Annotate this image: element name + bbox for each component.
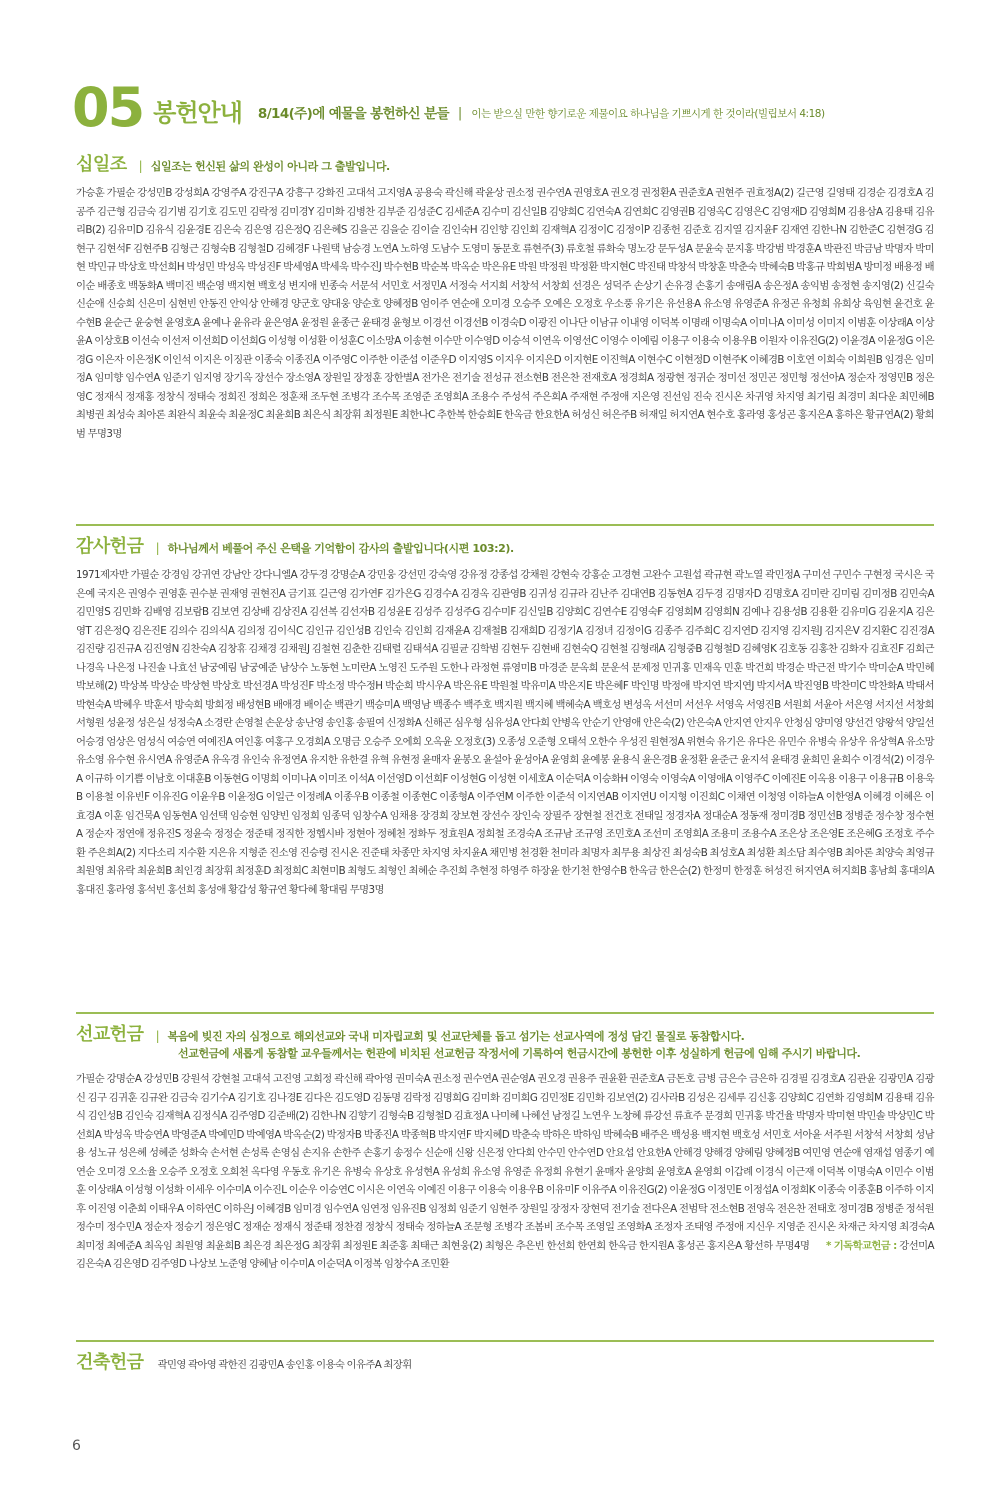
mission-separator: | [155, 1029, 160, 1043]
section-divider [76, 524, 934, 526]
page-title: 봉헌안내 [153, 99, 242, 127]
building-header [76, 1352, 934, 1375]
tithe-separator: | [138, 159, 143, 173]
mission-header [76, 1024, 934, 1046]
building-title: 건축헌금 [76, 1352, 144, 1373]
building-section [76, 1352, 934, 1375]
building-names: 곽민영 곽아영 곽한진 김광민A 송인홍 이용숙 이유주A 최장휘 [157, 1359, 412, 1371]
mission-subtitle-line2: 선교헌금에 새롭게 동참할 교우들께서는 헌관에 비치된 선교헌금 작정서에 기록하여 헌금시간에 봉헌한 이후 성실하게 헌금에 임해 주시기 바랍니다. [178, 1047, 861, 1060]
thanks-title: 감사헌금 [76, 536, 144, 557]
thanks-separator: | [155, 541, 160, 555]
christian-school-label: * 기독학교헌금 : [826, 1239, 897, 1252]
thanks-section [76, 536, 934, 899]
thanks-subtitle: 하나님께서 베풀어 주신 은택을 기억함이 감사의 출발입니다(시편 103:2). [167, 542, 514, 555]
page-subtitle: 8/14(주)에 예물을 봉헌하신 분들 [257, 106, 449, 122]
header-separator: | [457, 106, 463, 121]
section-number: 05 [72, 76, 144, 139]
header-verse: 이는 받으실 만한 향기로운 제물이요 하나님을 기쁘시게 한 것이라(빌립보서 4:18) [471, 108, 825, 120]
page-number: 6 [72, 1438, 81, 1454]
mission-subtitle-line1: 복음에 빚진 자의 심정으로 해외선교와 국내 미자립교회 및 선교단체를 돕고 섬기는 선교사역에 정성 담긴 물질로 동참합시다. [167, 1030, 745, 1043]
mission-title: 선교헌금 [76, 1024, 144, 1045]
tithe-section [76, 154, 934, 443]
christian-school-names: 강선미A 김은숙A 김은영D 김주영D 나상보 노준영 양혜남 이수미A 이순덕A 이정복 임창수A 조민환 [76, 1239, 934, 1270]
tithe-title: 십일조 [76, 154, 127, 175]
section-divider [76, 1340, 934, 1342]
mission-name-list: 가필순 강명순A 강성민B 강원석 강현철 고대석 고진영 고희정 곽신해 곽아영 권미숙A 권소정 권수연A 권순영A 권오경 권용주 권윤환 권준호A 금돈호 금병 금은수 금은하 김경필 김경호A 김관윤 김광민A 김광신 김구 김귀훈 김규완 김금숙 김기수A 김기호 김나경E 김다은 김도영D 김동명 김락정 김명희G 김미화 김미희G 김민정E 김민화 김보연(2) 김사라B 김성은 김세루 김신홍 김양희C 김연화 김영희M 김용태 김유식 김인성B 김인숙 김재혁A 김정식A 김주영D 김준배(2) 김한나N 김향기 김형숙B 김형철D 김효정A 나미혜 나혜선 남정길 노연우 노창혜 류강선 류효주 문경희 민귀홍 박건율 박명자 박미현 박민솔 박상민C 박선희A 박성옥 박승연A 박영준A 박예민D 박예영A 박옥순(2) 박정자B 박종진A 박종혁B 박지연F 박지혜D 박춘숙 박하은 박하임 박혜숙B 배주은 백성용 백지현 백호성 서민호 서아윤 서주원 서창석 서창희 성남용 성노규 성은혜 성혜준 성화숙 손서현 손성록 손영심 손지유 손한주 손홍기 송정수 신순애 신왕 신은정 안다희 안수민 안수연D 안요섭 안요한A 안해경 양해경 양혜림 양혜정B 여민영 연순애 염재섭 염종기 예연순 오미경 오소율 오승주 오정호 오희천 옥다영 우동호 유기은 유병숙 유상호 유성현A 유성희 유소영 유영준 유정희 유현기 윤매자 윤양희 윤영호A 윤영희 이갑례 이경식 이근재 이덕복 이명숙A 이민수 이범훈 이상래A 이성형 이성화 이세우 이수미A 이수진L 이순우 이승연C 이시은 이연옥 이예진 이용구 이용숙 이용우B 이유미F 이유주A 이유진G(2) 이윤정G 이정민E 이정섭A 이정희K 이종숙 이종훈B 이주하 이지후 이진영 이춘희 이태우A 이하연C 이하은J 이혜경B 임미경 임수연A 임연정 임유진B 임정희 임준기 임현주 장원일 장정자 장현덕 전기술 전다은A 전범탁 전소현B 전영옥 전은찬 전태호 정미경B 정병준 정석원 정수미 정수민A 정순자 정승기 정은영C 정재순 정재식 정준태 정찬겸 정창식 정태숙 정하늘A 조문형 조병각 조봄비 조수목 조영일 조영화A 조정자 조태영 주정애 지신우 지영준 진시온 차재근 차지영 최경숙A 최미정 최예준A 최옥임 최원영 최윤희B 최은경 최은정G 최장휘 최정원E 최준홍 최태근 최현웅(2) 최형은 추은빈 한선희 한연희 한옥금 한지원A 홍성곤 홍지은A 황선하 무명4명 [76, 1073, 934, 1252]
page-header [72, 76, 940, 139]
tithe-subtitle: 십일조는 헌신된 삶의 완성이 아니라 그 출발입니다. [150, 160, 390, 173]
thanks-names: 1971제자반 가필순 강경임 강귀연 강남안 강다니엘A 강두경 강명순A 강민웅 강선민 강숙영 강유정 강종섭 강채원 강현숙 강홍순 고경현 고완수 고원섭 곽규현 곽노열 곽민정A 구미선 구민수 구현정 국시은 국은예 국지은 권영수 권영훈 권수분 권재영 권현진A 금기표 길근영 김가연F 김가은G 김경수A 김경옥 김관영B 김귀성 김규라 김난주 김대연B 김동현A 김두경 김명자D 김명호A 김미란 김미림 김미정B 김민숙A 김민영S 김민화 김배영 김보람B 김보연 김상배 김상진A 김선복 김선자B 김성윤E 김성주 김성주G 김수미F 김신일B 김양희C 김연수E 김영숙F 김영희M 김영희N 김예나 김용성B 김용환 김유미G 김윤지A 김은영T 김은정Q 김은진E 김의수 김의식A 김의정 김이식C 김인규 김인성B 김인숙 김인희 김재윤A 김재철B 김재희D 김정기A 김정녀 김정이G 김종주 김주희C 김지연D 김지영 김지원J 김지은V 김지환C 김진경A 김진량 김진규A 김진영N 김찬숙A 김창휴 김채경 김채원J 김철현 김춘한 김태렬 김태석A 김필균 김학범 김현두 김현배 김현숙Q 김현철 김형래A 김형중B 김형철D 김혜영K 김호동 김홍찬 김화자 김효진F 김희근 나경옥 나은정 나진솔 나효선 남궁예림 남궁예준 남상수 노동현 노미란A 노영진 도주원 도한나 라정현 류영미B 마경준 문옥희 문운석 문제정 민귀홍 민재옥 민훈 박건희 박경순 박근전 박기수 박미순A 박민혜 박보해(2) 박상복 박상순 박상현 박상호 박선경A 박성진F 박소정 박수정H 박순희 박시우A 박은유E 박원철 박유미A 박은지E 박은혜F 박인명 박정애 박지연 박지연J 박지서A 박진영B 박찬미C 박찬화A 박태서 박현숙A 박혜우 박훈서 방숙희 방희정 배성현B 배애경 배이순 백관기 백승미A 백영남 백종수 백주호 백지원 백지혜 백혜숙A 백호성 변성옥 서선미 서선우 서영옥 서영진B 서원희 서윤아 서은영 서지선 서창희 서형원 성윤정 성은실 성정숙A 소경란 손영철 손운상 송난영 송인홍 송필여 신정화A 신해곤 심우형 심유성A 안다희 안병옥 안순기 안영애 안은숙(2) 안은숙A 안지연 안지우 안청심 양미영 양선건 양왕석 양일선 어승경 엄상은 엄성식 여승연 여예진A 여인홍 여홍구 오경희A 오명금 오승주 오에희 오옥윤 오정호(3) 오종성 오준형 오태석 오한수 우성진 원현정A 위현숙 유기은 유다은 유민수 유병숙 유상우 유상혁A 유소망 유소영 유수현 유시연A 유영준A 유옥경 유인숙 유정연A 유지한 유한결 유혁 유현정 윤매자 윤봉오 윤설아 윤성아A 윤영희 윤예봉 윤용식 윤은경B 윤정환 윤준근 윤지석 윤태경 윤희민 윤희수 이경석(2) 이경우A 이규하 이기쁨 이남호 이대훈B 이동현G 이명희 이미나A 이미조 이석A 이선영D 이선희F 이성현G 이성현 이세호A 이순덕A 이승화H 이영숙 이영숙A 이영애A 이영주C 이예진E 이옥용 이용구 이용규B 이용욱B 이용철 이유빈F 이유진G 이윤우B 이윤정G 이일근 이정례A 이종우B 이종철 이종현C 이종형A 이주연M 이주한 이준석 이지연AB 이지연U 이지형 이진희C 이채연 이청영 이하늘A 이한영A 이혜경 이혜은 이효경A 이훈 임건묵A 임동현A 임선택 임승현 임양빈 임정희 임종덕 임창수A 임채용 장경희 장보현 장선수 장인숙 장필주 장현철 전건호 전태일 정경자A 정대순A 정동재 정미경B 정민선B 정병준 정수창 정수현A 정순자 정연애 정유진S 정윤숙 정정순 정준태 정직한 정헵시바 정현아 정혜천 정화두 정효원A 정희철 조경숙A 조규남 조규영 조민호A 조선미 조영희A 조용미 조용수A 조은상 조은영E 조은혜G 조정호 주수환 주은희A(2) 지다소리 지수환 지은유 지형준 진소영 진승령 진시온 진준태 차종만 차지영 차지윤A 채민병 천경환 천미라 최명자 최무용 최상진 최성숙B 최성호A 최성환 최소담 최수영B 최아론 최양숙 최영규 최원영 최유락 최윤희B 최인경 최장휘 최정훈D 최정희C 최현미B 최형도 최형인 최혜순 추진희 추현정 하영주 하장윤 한기천 한영수B 한옥금 한은순(2) 한정미 한정훈 허성진 허지연A 허지희B 홍남희 홍대의A 홍대진 홍라영 홍석빈 홍선희 홍성애 황갑성 황규연 황다혜 황대림 무명3명 [76, 569, 934, 896]
tithe-names: 가승훈 가필순 강성민B 강성희A 강영주A 강진구A 강흥구 강화진 고대석 고지영A 공용숙 곽신해 곽윤상 권소정 권수연A 권영호A 권오경 권정환A 권준호A 권현주 권효정A(2) 길근영 길영태 김경순 김경호A 김공주 김근형 김금숙 김기범 김기호 김도민 김락정 김미경Y 김미화 김병찬 김부준 김성준C 김세준A 김수미 김신일B 김양희C 김연숙A 김연희C 김영권B 김영옥C 김영은C 김영재D 김영희M 김용삼A 김용태 김유리B(2) 김유미D 김유식 김윤경E 김은숙 김은영 김은정Q 김은혜S 김을곤 김을순 김이슬 김인숙H 김인향 김인회 김재혁A 김정이C 김정이P 김종헌 김준호 김지열 김지윤F 김재연 김한나N 김한준C 김현경G 김현구 김현석F 김현주B 김형근 김형숙B 김형철D 김혜경F 나원택 남승경 노연A 노하영 도남수 도영미 동문호 류현주(3) 류호철 류화숙 명노강 문두성A 문윤숙 문지홍 박강범 박경훈A 박관진 박금남 박명자 박미현 박민규 박상호 박선희H 박성민 박성옥 박성진F 박세영A 박세욱 박수진J 박수현B 박순복 박옥순 박은유E 박원 박정원 박정환 박지현C 박진태 박창석 박창훈 박춘숙 박혜숙B 박홍규 박희범A 방미정 배용정 배이순 배종호 백동화A 백미진 백순영 백지현 백호성 변지애 빈종숙 서문석 서민호 서정민A 서정숙 서지희 서창석 서창희 선경은 성덕주 손상기 손유경 손홍기 송애림A 송은정A 송익범 송정현 송지영(2) 신길숙 신순애 신승희 신은미 심현빈 안동진 안익상 안해경 양군호 양대웅 양순호 양혜정B 엄이주 연순애 오미경 오승주 오예은 오정호 우소풍 유기은 유선용A 유소영 유영준A 유정곤 유청희 유희상 육임현 윤건호 윤수현B 윤순근 윤숭현 윤영호A 윤예나 윤유라 윤은영A 윤정원 윤종근 윤태경 윤형보 이경선 이경선B 이경숙D 이광진 이나단 이남규 이내영 이덕복 이명래 이명숙A 이미나A 이미성 이미지 이범훈 이상래A 이상윤A 이상호B 이선숙 이선저 이선희D 이선희G 이성형 이성환 이성훈C 이소망A 이송현 이수만 이수영D 이승석 이연옥 이영선C 이영수 이예림 이용구 이용숙 이용우B 이원자 이유진G(2) 이윤경A 이윤정G 이은경G 이은자 이은정K 이인석 이지은 이징관 이종숙 이종진A 이주영C 이주한 이준섭 이준우D 이지영S 이지우 이지은D 이지현E 이진혁A 이현수C 이현정D 이현주K 이혜경B 이호연 이희숙 이희원B 임경은 임미정A 임미향 임수연A 임준기 임지영 장기옥 장선수 장소영A 장원일 장정훈 장한별A 전가은 전기술 전성규 전소현B 전은찬 전재호A 정경희A 정광현 정귀순 정미선 정민곤 정민형 정선아A 정순자 정영민B 정은영C 정재식 정재홍 정창식 정태숙 정희진 정희은 정훈채 조두현 조병각 조수목 조영준 조영희A 조용수 주성석 주은희A 주재현 주정애 지은영 진선임 진숙 진시온 차귀영 차지영 최기림 최경미 최다운 최민혜B 최병권 최성숙 최아론 최완식 최윤숙 최윤정C 최윤희B 최은식 최장휘 최정원E 최한나C 추한복 한승희E 한옥금 한요한A 허성신 허은주B 허재일 허지연A 현수호 홍라영 홍성곤 홍지은A 홍하은 황규연A(2) 황희범 무명3명 [76, 187, 934, 440]
section-divider [76, 1012, 934, 1014]
thanks-header [76, 536, 934, 558]
mission-section [76, 1024, 934, 1274]
tithe-header [76, 154, 934, 176]
mission-names [76, 1070, 934, 1274]
